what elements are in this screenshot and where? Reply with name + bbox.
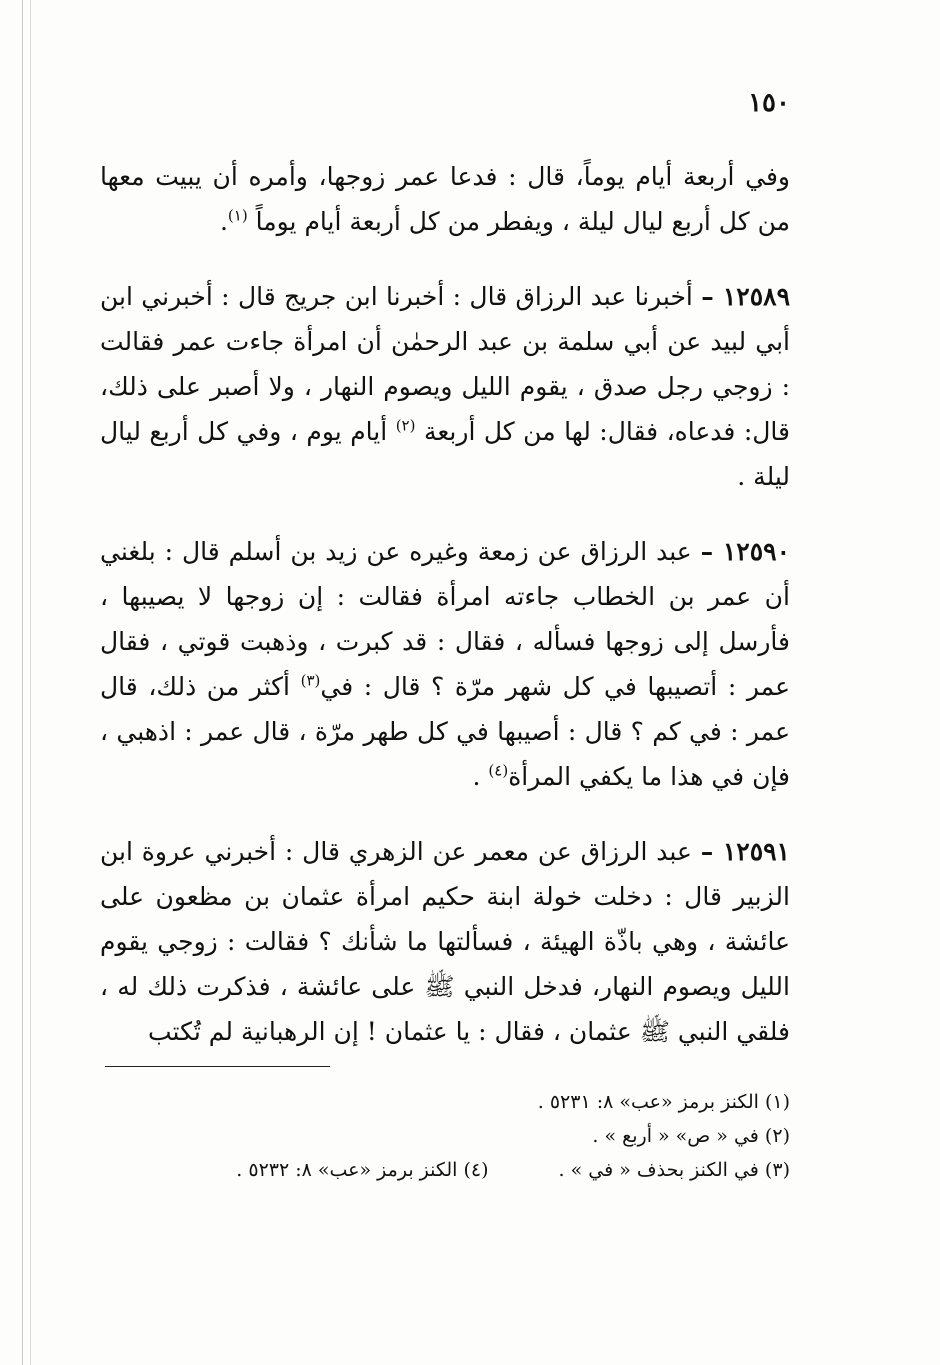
hadith-text: أخبرنا عبد الرزاق قال : أخبرنا ابن جريج قال : أخبرني ابن أبي لبيد عن أبي سلمة بن عبد الرحمٰن أن امرأة جاءت عمر فقالت : زوجي رجل صدق ، يقوم الليل ويصوم النهار ، ولا أصبر على ذلك، قال: فدعاه، فقال: لها من كل أربعة [100,282,790,446]
footnote-row [100,1153,790,1187]
footnote-4: (٤) الكنز برمز «عب» ٨: ٥٢٣٢ . [236,1159,489,1181]
footnote-1: (١) الكنز برمز «عب» ٨: ٥٢٣١ . [537,1091,790,1113]
hadith-number: ١٢٥٩٠ – [700,537,790,566]
footnote-ref: (١) [227,206,248,225]
intro-end: . [219,207,228,236]
page-number: ١٥٠ [748,88,790,118]
hadith-12591 [100,829,790,1054]
hadith-12590 [100,529,790,799]
hadith-end: . [472,762,481,791]
intro-paragraph [100,154,790,244]
hadith-text: أكثر من ذلك، قال عمر : في كم ؟ قال : أصيبها في كل طهر مرّة ، قال عمر : اذهبي ، فإن في هذا ما يكفي المرأة [100,672,790,791]
footnote-3: (٣) في الكنز بحذف « في » . [558,1159,790,1181]
hadith-12589 [100,274,790,499]
page-body [100,80,790,1187]
binding-edge-line [22,0,23,1365]
hadith-text: عبد الرزاق عن زمعة وغيره عن زيد بن أسلم قال : بلغني أن عمر بن الخطاب جاءته امرأة فقالت : إن زوجها لا يصيبها ، فأرسل إلى زوجها فسأله ، فقال : قد كبرت ، وذهبت قوتي ، فقال عمر : أتصيبها في كل شهر مرّة ؟ قال : في [100,537,790,701]
footnote-ref: (٤) [488,761,509,780]
hadith-text: أيام يوم ، وفي كل أربع ليال ليلة . [100,417,790,491]
footnote-2: (٢) في « ص» « أربع » . [592,1125,790,1147]
hadith-text: عبد الرزاق عن معمر عن الزهري قال : أخبرني عروة ابن الزبير قال : دخلت خولة ابنة حكيم امرأة عثمان بن مظعون على عائشة ، وهي باذّة الهيئة ، فسألتها ما شأنك ؟ فقالت : زوجي يقوم الليل ويصوم النهار، فدخل النبي ﷺ على عائشة ، فذكرت ذلك له ، فلقي النبي ﷺ عثمان ، فقال : يا عثمان ! إن الرهبانية لم تُكتب [100,837,790,1046]
footnote-ref: (٢) [395,416,416,435]
intro-text: وفي أربعة أيام يوماً، قال : فدعا عمر زوجها، وأمره أن يبيت معها من كل أربع ليال ليلة ، ويفطر من كل أربعة أيام يوماً [100,162,790,236]
footnote-ref: (٣) [300,671,321,690]
hadith-number: ١٢٥٩١ – [700,837,790,866]
hadith-number: ١٢٥٨٩ – [701,282,790,311]
footnotes [100,1085,790,1187]
footnote-separator [105,1066,330,1067]
binding-edge-line [30,0,31,1365]
